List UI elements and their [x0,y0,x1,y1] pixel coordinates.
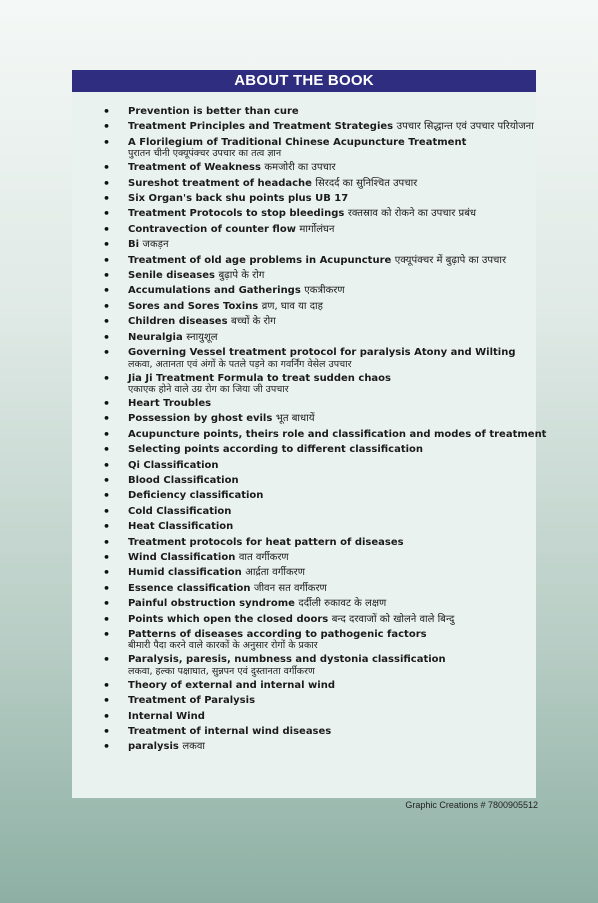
item-english-text: Patterns of diseases according to pathogenic factors [128,629,427,640]
list-item [72,396,536,411]
list-item [72,176,536,191]
list-item [72,268,536,283]
list-item [72,596,536,611]
item-hindi-subtitle: लकवा, अतानता एवं अंगों के पतले पड़ने का गवर्निंग वेसेल उपचार [128,358,352,370]
list-item [72,693,536,708]
list-item [72,652,536,677]
item-english-text: Treatment of Paralysis [128,695,256,707]
list-item [72,678,536,693]
list-item [72,104,536,119]
item-hindi-text: रक्तस्राव को रोकने का उपचार प्रबंध [347,208,477,220]
item-hindi-text: स्नायुशूल [186,331,218,343]
list-item [72,535,536,550]
item-hindi-text: कमजोरी का उपचार [264,162,336,174]
item-hindi-text: व्रण, घाव या दाह [261,300,323,312]
item-english-text: Senile diseases [128,270,215,282]
list-item [72,119,536,134]
list-item [72,191,536,206]
item-hindi-text: बच्चों के रोग [231,316,276,328]
item-english-text: Treatment of Weakness [128,162,261,174]
item-hindi-text: दर्दीली रुकावट के लक्षण [298,598,387,610]
item-hindi-text: मार्गोलंघन [299,223,335,235]
item-hindi-text: आर्द्रता वर्गीकरण [245,567,305,579]
about-book-panel [72,70,547,798]
list-item [72,253,536,268]
item-english-text: Paralysis, paresis, numbness and dystonia classification [128,654,446,666]
item-english-text: Internal Wind [128,710,205,722]
list-item [72,488,536,503]
item-english-text: Qi Classification [128,459,219,471]
item-hindi-subtitle: पुरातन चीनी एक्यूपंक्चर उपचार का तत्व ज्ञान [128,148,282,160]
item-hindi-subtitle: एकाएक होने वाले उग्र रोग का जिया जी उपचार [128,383,289,395]
item-hindi-text: भूत बाधायें [275,413,315,425]
item-english-text: Humid classification [128,567,242,579]
list-item [72,442,536,457]
list-item [72,371,536,396]
item-hindi-text: उपचार सिद्धान्त एवं उपचार परियोजना [396,121,534,133]
item-hindi-text: वात वर्गीकरण [238,551,289,563]
list-item [72,222,536,237]
item-english-text: Bi [128,239,140,251]
item-english-text: Points which open the closed doors [128,613,329,625]
item-english-text: Sureshot treatment of headache [128,177,312,189]
feature-list [72,92,547,755]
list-item [72,504,536,519]
list-item [72,724,536,739]
item-english-text: Contravection of counter flow [128,223,296,235]
item-english-text: Wind Classification [128,551,236,563]
item-hindi-text: बन्द दरवाजों को खोलने वाले बिन्दु [331,613,455,625]
list-item [72,160,536,175]
item-hindi-text: जकड़न [142,239,169,251]
item-english-text: Children diseases [128,316,228,328]
list-item [72,565,536,580]
list-item [72,739,536,754]
item-hindi-text: सिरदर्द का सुनिश्चित उपचार [315,177,418,189]
list-item [72,427,547,442]
item-english-text: Treatment of old age problems in Acupuncture [128,254,392,266]
item-english-text: Selecting points according to different classification [128,444,424,456]
item-hindi-subtitle: लकवा, हल्का पक्षाघात, सुन्नपन एवं दुस्तानता वर्गीकरण [128,665,315,677]
item-hindi-text: एकत्रीकरण [304,285,345,297]
item-english-text: Sores and Sores Toxins [128,300,259,312]
item-english-text: Deficiency classification [128,490,264,502]
list-item [72,299,536,314]
item-english-text: Jia Ji Treatment Formula to treat sudden chaos [128,372,392,384]
item-english-text: Heart Troubles [128,397,212,409]
item-english-text: Accumulations and Gatherings [128,285,301,297]
list-item [72,237,536,252]
list-item [72,519,536,534]
item-english-text: paralysis [128,741,179,753]
item-english-text: Cold Classification [128,505,232,517]
list-item [72,473,536,488]
item-hindi-text: एक्यूपंक्चर में बुढ़ापे का उपचार [394,254,507,266]
item-english-text: Acupuncture points, theirs role and classification and modes of treatment [128,428,547,440]
list-item [72,709,536,724]
list-item [72,206,536,221]
item-hindi-text: जीवन सत वर्गीकरण [254,582,327,594]
item-english-text: Blood Classification [128,474,239,486]
item-english-text: Treatment Principles and Treatment Strategies [128,121,394,133]
list-item [72,411,536,426]
item-english-text: Governing Vessel treatment protocol for paralysis Atony and Wilting [128,347,516,359]
list-item [72,314,536,329]
item-hindi-subtitle: बीमारी पैदा करने वाले कारकों के अनुसार रोगों के प्रकार [128,640,318,652]
list-item [72,330,536,345]
item-english-text: Treatment Protocols to stop bleedings [128,208,345,220]
item-english-text: Prevention is better than cure [128,106,299,117]
list-item [72,458,536,473]
list-item [72,283,536,298]
list-item [72,627,536,652]
item-hindi-text: बुढ़ापे के रोग [218,270,265,282]
item-english-text: Possession by ghost evils [128,413,273,425]
item-hindi-text: लकवा [182,741,205,753]
item-english-text: A Florilegium of Traditional Chinese Acupuncture Treatment [128,136,467,148]
item-english-text: Theory of external and internal wind [128,679,335,691]
item-english-text: Six Organ's back shu points plus UB 17 [128,193,349,205]
item-english-text: Heat Classification [128,521,234,533]
list-item [72,581,536,596]
item-english-text: Neuralgia [128,331,183,343]
list-item [72,612,536,627]
item-english-text: Painful obstruction syndrome [128,598,295,610]
item-english-text: Treatment of internal wind diseases [128,726,332,738]
list-item [72,345,536,370]
section-title: ABOUT THE BOOK [72,70,536,92]
list-item [72,550,536,565]
list-item [72,135,536,160]
item-english-text: Treatment protocols for heat pattern of diseases [128,536,404,548]
designer-credit: Graphic Creations # 7800905512 [405,800,538,810]
item-english-text: Essence classification [128,582,251,594]
